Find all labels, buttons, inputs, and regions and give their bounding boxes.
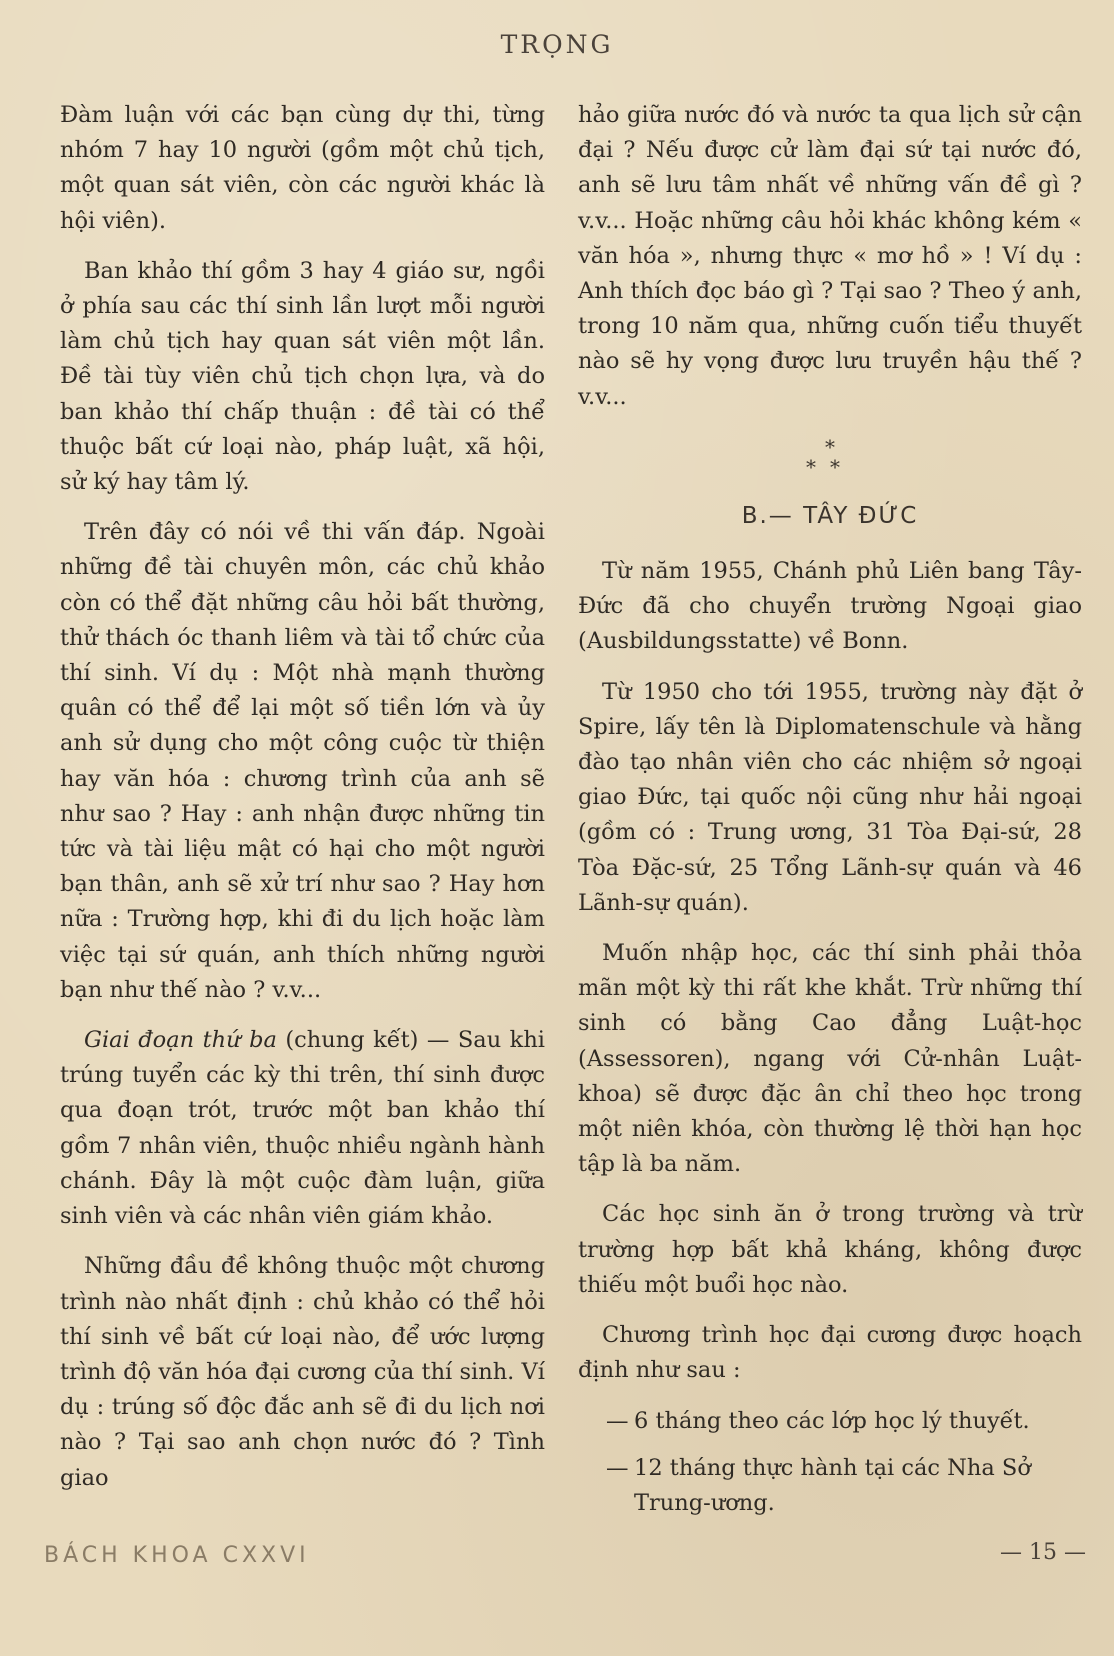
paragraph: hảo giữa nước đó và nước ta qua lịch sử cận đại ? Nếu được cử làm đại sứ tại nước đó, anh sẽ lưu tâm nhất về những vấn đề gì ? v.v... Hoặc những câu hỏi khác không kém « văn hóa », nhưng thực « mơ hồ » ! Ví dụ : Anh thích đọc báo gì ? Tại sao ? Theo ý anh, trong 10 năm qua, những cuốn tiểu thuyết nào sẽ hy vọng được lưu truyền hậu thế ? v.v... bbox=[578, 102, 1082, 410]
list-item bbox=[578, 1451, 1082, 1521]
asterism-divider bbox=[578, 434, 1082, 479]
paragraph bbox=[60, 1023, 545, 1234]
paragraph: Trên đây có nói về thi vấn đáp. Ngoài những đề tài chuyên môn, các chủ khảo còn có thể đặt những câu hỏi bất thường, thử thách óc thanh liêm và tài tổ chức của thí sinh. Ví dụ : Một nhà mạnh thường quân có thể để lại một số tiền lớn và ủy anh sử dụng cho một công cuộc từ thiện hay văn hóa : chương trình của anh sẽ như sao ? Hay : anh nhận được những tin tức và tài liệu mật có hại cho một người bạn thân, anh sẽ xử trí như sao ? Hay hơn nữa : Trường hợp, khi đi du lịch hoặc làm việc tại sứ quán, anh thích những người bạn như thế nào ? v.v... bbox=[60, 519, 545, 1003]
paragraph: Đàm luận với các bạn cùng dự thi, từng nhóm 7 hay 10 người (gồm một chủ tịch, một quan sát viên, còn các người khác là hội viên). bbox=[60, 102, 545, 234]
paragraph: Từ 1950 cho tới 1955, trường này đặt ở Spire, lấy tên là Diplomatenschule và hằng đào tạo nhân viên cho các nhiệm sở ngoại giao Đức, tại quốc nội cũng như hải ngoại (gồm có : Trung ương, 31 Tòa Đại-sứ, 28 Tòa Đặc-sứ, 25 Tổng Lãnh-sự quán và 46 Lãnh-sự quán). bbox=[578, 678, 1082, 916]
publication-footer: BÁCH KHOA CXXVI bbox=[44, 1543, 310, 1568]
list-item-text: 6 tháng theo các lớp học lý thuyết. bbox=[634, 1407, 1030, 1434]
paragraph: Ban khảo thí gồm 3 hay 4 giáo sư, ngồi ở phía sau các thí sinh lần lượt mỗi người làm chủ tịch hay quan sát viên một lần. Đề tài tùy viên chủ tịch chọn lựa, và do ban khảo thí chấp thuận : đề tài có thể thuộc bất cứ loại nào, pháp luật, xã hội, sử ký hay tâm lý. bbox=[60, 257, 545, 496]
paragraph: Muốn nhập học, các thí sinh phải thỏa mãn một kỳ thi rất khe khắt. Trừ những thí sinh có bằng Cao đẳng Luật-học (Assessoren), ngang với Cử-nhân Luật-khoa) sẽ được đặc ân chỉ theo học trong một niên khóa, còn thường lệ thời hạn học tập là ba năm. bbox=[578, 940, 1082, 1178]
list-item bbox=[578, 1404, 1082, 1439]
paragraph: Các học sinh ăn ở trong trường và trừ trường hợp bất khả kháng, không được thiếu một buổi học nào. bbox=[578, 1201, 1082, 1298]
paragraph-text: (chung kết) — Sau khi trúng tuyển các kỳ thi trên, thí sinh được qua đoạn trót, trước một ban khảo thí gồm 7 nhân viên, thuộc nhiều ngành hành chánh. Đây là một cuộc đàm luận, giữa sinh viên và các nhân viên giám khảo. bbox=[60, 1027, 546, 1230]
running-header: TRỌNG bbox=[500, 30, 614, 59]
section-heading: B.— TÂY ĐỨC bbox=[741, 502, 919, 529]
page-number: — 15 — bbox=[1000, 1540, 1086, 1565]
paragraph: Từ năm 1955, Chánh phủ Liên bang Tây-Đức đã cho chuyển trường Ngoại giao (Ausbildungsstatte) về Bonn. bbox=[578, 558, 1082, 655]
left-column bbox=[60, 98, 545, 1511]
paragraph: Những đầu đề không thuộc một chương trình nào nhất định : chủ khảo có thể hỏi thí sinh về bất cứ loại nào, để ước lượng trình độ văn hóa đại cương của thí sinh. Ví dụ : trúng số độc đắc anh sẽ đi du lịch nơi nào ? Tại sao anh chọn nước đó ? Tình giao bbox=[60, 1253, 545, 1491]
right-column bbox=[578, 98, 1082, 1533]
paragraph: Chương trình học đại cương được hoạch định như sau : bbox=[578, 1322, 1082, 1384]
list-item-text: 12 tháng thực hành tại các Nha Sở Trung-ương. bbox=[634, 1454, 1031, 1516]
list-dash: — bbox=[606, 1454, 629, 1481]
asterism-top: * bbox=[825, 434, 835, 459]
asterism-bottom: ** bbox=[806, 454, 854, 479]
section-lead: Giai đoạn thứ ba bbox=[84, 1027, 277, 1054]
list-dash: — bbox=[606, 1407, 629, 1434]
